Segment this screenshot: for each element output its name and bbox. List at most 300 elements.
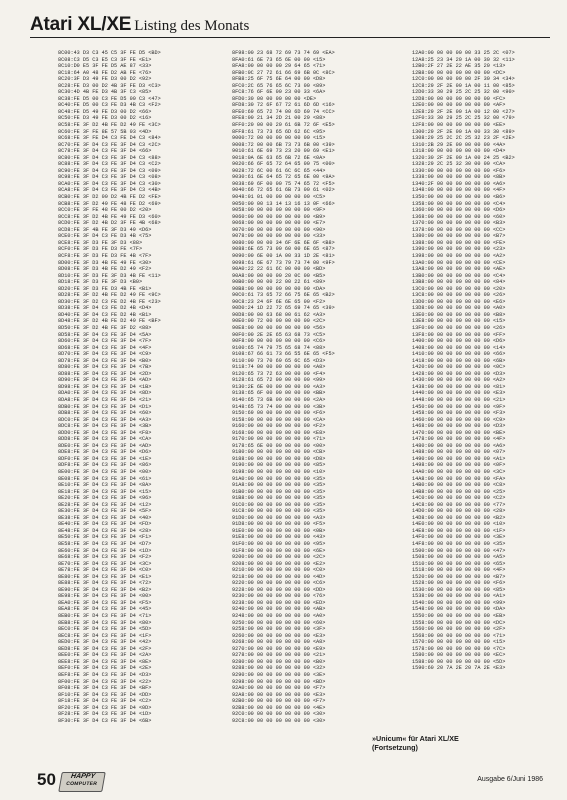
listing-line: 14A0:00 00 00 00 00 00 00 <3C> (412, 469, 506, 475)
listing-line: 8C88:FE 3F D4 C3 FE 3F D4 C3 <C2> (58, 161, 161, 168)
listing-line: 9290:00 00 00 00 00 00 00 <3E> (232, 671, 326, 678)
listing-line: 9198:00 00 00 00 00 00 00 <10> (232, 469, 326, 475)
listing-line: 1480:00 00 00 00 00 00 00 <A6> (412, 442, 506, 449)
listing-line: 1558:00 00 00 00 00 00 00 <DC> (412, 619, 506, 626)
listing-line: 8D08:FE 3F D3 4B FE D2 49 <F2> (58, 266, 152, 273)
listing-line: 9028:72 6C 00 61 6C 6C 65 <44> (232, 167, 326, 174)
listing-line: 9038:69 6F 00 00 75 74 65 72 <F5> (232, 180, 335, 187)
listing-line: 12E8:29 2F 2E 00 1A 00 12 00 <27> (412, 108, 515, 115)
listing-line: 8C38:FE D5 00 C3 FE D5 00 C3 <47> (58, 95, 161, 102)
listing-line: 8EA0:FE 3F D4 C3 FE 3F D4 <F5> (58, 599, 152, 606)
listing-line: 8C70:FE 3F D4 C3 FE 3F D4 C3 <2C> (58, 141, 161, 148)
listing-line: 8F20:FE 3F D4 C3 FE 3F D4 <0D> (58, 704, 152, 711)
listing-line: 12F0:33 30 29 25 2C 25 32 00 <79> (412, 115, 515, 122)
listing-line: 9080:00 00 00 34 6F 6E 6E 6F <B8> (232, 239, 335, 246)
listing-line: 8EB8:FE 3F D4 C3 FE 3F D4 <80> (58, 619, 152, 626)
listing-line: 8DB8:FE 3F D4 C3 FE 3F D4 <60> (58, 410, 152, 417)
listing-line: 8DB0:FE 3F D4 C3 FE 3F D4 <D1> (58, 403, 152, 410)
listing-line: 8F18:FE 3F D4 C3 FE 3F D4 <C2> (58, 698, 152, 705)
listing-line: 8DA8:FE 3F D4 C3 FE 3F D4 <21> (58, 396, 152, 403)
listing-line: 1590:60 20 7A 2E 20 7A 2E <E3> (412, 665, 506, 672)
listing-line: 9158:00 00 00 00 00 00 00 <CA> (232, 416, 326, 423)
listing-line: 8D20:FE 3F D3 FE D3 4B FE <B1> (58, 285, 152, 292)
listing-line: 1378:00 00 00 00 00 00 00 <CC> (412, 226, 506, 233)
listing-line: 1580:00 00 00 00 00 00 00 <EC> (412, 652, 506, 659)
listing-line: 92A0:00 00 00 00 00 00 00 <F7> (232, 685, 326, 692)
listing-line: 9108:67 66 61 73 66 55 6E 65 <F5> (232, 351, 335, 358)
listing-line: 8F10:FE 3F D4 C3 FE 3F D4 <DD> (58, 691, 152, 698)
listing-line: 8E50:FE 3F D4 C3 FE 3F D4 <F1> (58, 534, 152, 541)
listing-line: 8D80:FE 3F D4 C3 FE 3F D4 <7B> (58, 364, 152, 371)
listing-line: 91D0:00 00 00 00 00 00 00 <A3> (232, 514, 326, 521)
listing-line: 8C90:FE 3F D4 C3 FE 3F D4 C3 <09> (58, 167, 161, 174)
listing-line: 8D40:FE 3F D4 C3 FE D2 4B <B1> (58, 311, 152, 318)
listing-line: 9250:00 00 00 00 00 00 00 <60> (232, 619, 326, 626)
listing-line: 8EF0:FE 3F D4 C3 FE 3F D4 <2E> (58, 665, 152, 672)
listing-line: 8D98:FE 3F D4 C3 FE 3F D4 <1B> (58, 383, 152, 390)
listing-line: 9230:00 00 00 00 00 00 00 <76> (232, 593, 326, 600)
listing-line: 8DF0:FE 3F D4 C3 FE 3F D4 <1E> (58, 455, 152, 462)
listing-line: 1498:00 00 00 00 00 00 00 <0F> (412, 462, 506, 469)
listing-line: 14E8:00 00 00 00 00 00 00 <1F> (412, 527, 506, 534)
listing-line: 8EE8:FE 3F D4 C3 FE 3F D4 <8E> (58, 658, 152, 665)
listing-line: 8FA8:00 00 00 00 29 64 65 <71> (232, 63, 326, 70)
page-footer (0, 762, 567, 800)
listing-line: 14D0:00 00 00 00 00 00 00 <28> (412, 508, 506, 515)
listing-line: 12C0:00 00 00 00 00 2F 30 34 <34> (412, 76, 515, 83)
listing-line: 9280:00 00 00 00 00 00 00 <B0> (232, 658, 326, 665)
listing-line: 91F8:00 00 00 00 00 00 00 <6E> (232, 547, 326, 554)
listing-line: 14C8:00 00 00 00 00 00 00 <77> (412, 501, 506, 508)
listing-line: 9228:00 00 00 00 00 00 00 <DD> (232, 586, 326, 593)
listing-line: 9260:00 00 00 00 00 00 00 <E3> (232, 632, 326, 639)
listing-line: 1390:00 00 00 00 00 00 00 <23> (412, 246, 506, 253)
listing-line: 8E78:FE 3F D4 C3 FE 3F D4 <C0> (58, 567, 152, 574)
listing-line: 1500:00 00 00 00 00 00 00 <47> (412, 547, 506, 554)
listing-line: 90E0:00 72 00 00 00 00 00 <2C> (232, 318, 326, 325)
listing-line: 9208:00 00 00 00 00 00 00 <E2> (232, 560, 326, 567)
listing-line: 90B8:00 00 00 00 00 00 00 <DA> (232, 285, 326, 292)
listing-line: 9118:74 00 00 00 00 00 00 <A8> (232, 364, 326, 371)
listing-line: 9010:61 6E 69 73 23 20 00 69 <E1> (232, 148, 335, 155)
listing-line: 9018:0A 6E 63 65 6B 72 6E <0A> (232, 154, 326, 161)
listing-line: 13A0:00 00 00 00 00 00 00 <CE> (412, 259, 506, 266)
listing-line: 9138:65 6F 00 00 00 00 00 <BB> (232, 390, 326, 397)
listing-line: 8E98:FE 3F D4 C3 FE 3F D4 <00> (58, 593, 152, 600)
listing-line: 8E10:FE 3F D4 C3 FE 3F D4 <8A> (58, 482, 152, 489)
listing-line: 8C30:4D 4B FE D3 4B 3F C3 <85> (58, 89, 152, 96)
listing-line: 91F0:00 00 00 00 00 00 00 <95> (232, 541, 326, 548)
listing-line: 8F98:00 23 68 72 69 73 74 69 <EA> (232, 50, 335, 56)
listing-line: 8D58:FE 3F D4 C3 FE 3F D4 <5A> (58, 331, 152, 338)
listing-line: 1420:00 00 00 00 00 00 00 <0C> (412, 364, 506, 371)
listing-line: 8E88:FE 3F D4 C3 FE 3F D4 <72> (58, 580, 152, 587)
listing-line: 8FB0:0C 27 72 61 66 69 6B 0C <8C> (232, 69, 335, 76)
listing-line: 8DC8:FE 3F D4 C3 FE 3F D4 <3B> (58, 423, 152, 430)
listing-line: 9078:00 00 00 00 00 00 00 <33> (232, 233, 326, 240)
listing-line: 1578:00 00 00 00 00 00 00 <7C> (412, 645, 506, 652)
listing-line: 8DA0:FE 3F D4 C3 FE 3F D4 <8D> (58, 390, 152, 397)
listing-line: 8CC8:FE 3F D2 4B FE 49 FE D3 <60> (58, 213, 161, 220)
listing-line: 1460:00 00 00 00 00 00 00 <C9> (412, 416, 506, 423)
issue-date: Ausgabe 6/Juni 1986 (477, 776, 543, 783)
listing-line: 8FA0:61 6E 73 65 6E 00 00 <15> (232, 56, 326, 63)
listing-line: 9088:6E 65 73 00 60 00 6E 65 <87> (232, 246, 335, 253)
listing-line: 9218:00 00 00 00 00 00 00 <4D> (232, 573, 326, 580)
listing-line: 9070:00 00 00 00 00 00 00 <90> (232, 226, 326, 233)
listing-line: 91E8:00 00 00 00 00 00 00 <43> (232, 534, 326, 541)
listing-line: 1320:30 2F 2E 00 1A 00 24 25 <B2> (412, 154, 515, 161)
listing-line: 8E30:FE 3F D4 C3 FE 3F D4 <5F> (58, 508, 152, 515)
listing-line: 8F28:FE 3F D4 C3 FE 3F D4 <1D> (58, 711, 152, 718)
listing-line: 9020:66 6F 65 72 64 65 00 75 <00> (232, 161, 335, 168)
listing-line: 8EC0:FE 3F D4 C3 FE 3F D4 <5D> (58, 626, 152, 633)
listing-line: 1428:00 00 00 00 00 00 00 <D3> (412, 370, 506, 377)
listing-line: 8D88:FE 3F D4 C3 FE 3F D4 <2D> (58, 370, 152, 377)
listing-line: 8DD0:FE 3F D4 C3 FE 3F D4 <F8> (58, 429, 152, 436)
page-header (30, 14, 550, 38)
listing-line: 8FE8:00 21 34 2D 21 00 29 <88> (232, 115, 326, 122)
listing-line: 91C0:00 00 00 00 00 00 00 <35> (232, 501, 326, 508)
listing-line: 1490:00 00 00 00 00 00 00 <A1> (412, 455, 506, 462)
listing-line: 1450:00 00 00 00 00 00 00 <9F> (412, 403, 506, 410)
listing-line: 8CD0:FE 3F D2 4B D2 3F FE 4B <68> (58, 220, 161, 227)
listing-line: 13D8:00 00 00 00 00 00 00 <A0> (412, 305, 506, 312)
listing-line: 9128:61 65 72 00 00 00 00 <99> (232, 377, 326, 384)
listing-line: 92B8:00 00 00 00 00 00 00 <4E> (232, 704, 326, 711)
listing-column-1 (58, 50, 218, 750)
listing-line: 8D70:FE 3F D4 C3 FE 3F D4 <C9> (58, 351, 152, 358)
listing-line: 13D0:00 00 00 00 00 00 00 <E6> (412, 298, 506, 305)
listing-line: 1368:00 00 00 00 00 00 00 <60> (412, 213, 506, 220)
listing-line: 1588:00 00 00 00 00 00 00 <5D> (412, 658, 506, 665)
listing-line: 8FC0:2C 65 76 65 6C 73 00 <89> (232, 82, 326, 89)
listing-line: 8D00:FE 3F D3 4B FE 49 FE <30> (58, 259, 152, 266)
listing-line: 1510:00 00 00 00 00 00 00 <65> (412, 560, 506, 567)
listing-line: 13C8:00 00 00 00 00 00 00 <26> (412, 292, 506, 299)
listing-line: 9238:00 00 00 00 00 00 00 <ED> (232, 599, 326, 606)
listing-line: 1528:00 00 00 00 00 00 00 <F6> (412, 580, 506, 587)
listing-line: 8C20:3F D3 49 FE D3 00 D2 <92> (58, 76, 152, 83)
listing-line: 9008:72 00 00 6B 73 73 6B 00 <39> (232, 141, 335, 148)
listing-line: 8CD8:FE 3F 4B FE 3F D3 49 <D6> (58, 226, 152, 233)
listing-line: 8EB0:FE 3F D4 C3 FE 3F D4 <71> (58, 613, 152, 620)
listing-line: 9068:00 00 00 00 00 00 00 <E7> (232, 220, 326, 227)
listing-line: 1330:00 00 00 00 00 00 00 <F6> (412, 167, 506, 174)
listing-line: 8E60:FE 3F D4 C3 FE 3F D4 <1D> (58, 547, 152, 554)
listing-line: 1398:00 00 00 00 00 00 00 <A2> (412, 252, 506, 259)
listing-line: 13A8:00 00 00 00 00 00 00 <AE> (412, 266, 506, 273)
listing-line: 1570:00 00 00 00 00 00 00 <15> (412, 639, 506, 646)
listing-line: 8D10:FE 3F D3 FE 3F D3 4B FE <11> (58, 272, 161, 279)
listing-line: 12B8:00 00 00 00 00 00 00 <DC> (412, 69, 506, 76)
listing-line: 1560:00 00 00 00 00 00 00 <2F> (412, 626, 506, 633)
caption-continuation: (Fortsetzung) (372, 743, 418, 752)
listing-line: 12B0:2F 27 2E 22 AE 35 20 <13> (412, 63, 506, 70)
listing-line: 9058:00 00 00 00 00 00 00 <9F> (232, 207, 326, 214)
listing-line: 1348:00 00 00 00 00 00 00 <4F> (412, 187, 506, 194)
listing-line: 9180:00 00 00 00 00 00 00 <CB> (232, 449, 326, 456)
listing-line: 92B0:00 00 00 00 00 00 00 <F7> (232, 698, 326, 705)
listing-line: 92C8:00 00 00 00 00 00 00 <30> (232, 717, 326, 724)
header-subtitle: Listing des Monats (134, 18, 250, 34)
listing-line: 8C98:FE 3F D4 C3 FE 3F D4 C3 <08> (58, 174, 161, 181)
listing-line: 9060:00 00 00 00 00 00 00 <B9> (232, 213, 326, 220)
listing-line: 1408:00 00 00 00 00 00 00 <14> (412, 344, 506, 351)
listing-line: 9188:00 00 00 00 00 00 00 <D8> (232, 455, 326, 462)
listing-line: 8D68:FE 3F D4 C3 FE 3F D4 <4F> (58, 344, 152, 351)
listing-line: 14F0:00 00 00 00 00 00 00 <3E> (412, 534, 506, 541)
listing-line: 14D8:00 00 00 00 00 00 00 <B2> (412, 514, 506, 521)
listing-line: 8E48:FE 3F D4 C3 FE 3F D4 <28> (58, 527, 152, 534)
listing-line: 8FE0:69 65 72 74 00 6D 69 74 <CC> (232, 108, 335, 115)
listing-line: 8EC8:FE 3F D4 C3 FE 3F D4 <1F> (58, 632, 152, 639)
listing-line: 92C0:00 00 00 00 00 00 00 <30> (232, 711, 326, 718)
listing-line: 9178:65 6E 00 00 00 00 00 <00> (232, 442, 326, 449)
listing-line: 8D18:FE 3F D3 FE 3F D3 <B0> (58, 279, 143, 286)
listing-line: 1440:00 00 00 00 00 00 00 <E3> (412, 390, 506, 397)
listing-line: 8CB8:FE 3F D2 49 FE 48 FE D2 <69> (58, 200, 161, 207)
listing-line: 8C78:FE 3F D4 C3 FE 3F D4 <66> (58, 148, 152, 155)
listing-line: 8CB0:FE 3F D2 00 D2 4B FE D2 <FE> (58, 194, 161, 201)
listing-line: 1530:00 00 00 00 00 00 00 <85> (412, 586, 506, 593)
listing-line: 1400:00 00 00 00 00 00 00 <D6> (412, 338, 506, 345)
listing-line: 1508:00 00 00 00 00 00 00 <A5> (412, 554, 506, 561)
listing-line: 1388:00 00 00 00 00 00 00 <FE> (412, 239, 506, 246)
listing-line: 8C28:FE D3 00 D2 4B 3F FE D3 <C3> (58, 82, 161, 89)
listing-line: 9150:69 00 00 00 00 00 00 <F6> (232, 410, 326, 417)
listing-line: 9168:00 00 00 00 00 00 00 <E8> (232, 429, 326, 436)
listing-line: 8C40:FE D5 00 C3 FE D3 4B C3 <F2> (58, 102, 161, 109)
listing-line: 8C08:C3 D5 C3 E5 C3 3F FE <E1> (58, 56, 152, 63)
listing-line: 8FF8:61 73 73 65 6D 62 6C <95> (232, 128, 326, 135)
listing-line: 1538:00 00 00 00 00 00 00 <A1> (412, 593, 506, 600)
listing-line: 13F0:00 00 00 00 00 00 00 <26> (412, 324, 506, 331)
caption-title: »Unicum« für Atari XL/XE (372, 734, 459, 743)
listing-line: 8F30:FE 3F D4 C3 FE 3F D4 <6B> (58, 717, 152, 724)
listing-line: 8C18:64 A0 48 FE D2 AB FE <76> (58, 69, 152, 76)
listing-line: 1448:00 00 00 00 00 00 00 <21> (412, 396, 506, 403)
listing-line: 12E0:00 00 00 00 00 00 00 <AF> (412, 102, 506, 109)
listing-line: 1310:2B 29 2E 00 00 00 00 <4A> (412, 141, 506, 148)
listing-line: 1358:00 00 00 00 00 00 00 <C4> (412, 200, 506, 207)
listing-line: 9240:00 00 00 00 00 00 00 <AB> (232, 606, 326, 613)
listing-line: 8FD8:30 72 6F 67 72 61 6D 6D <16> (232, 102, 335, 109)
listing-line: 8D60:FE 3F D4 C3 FE 3F D4 <7F> (58, 338, 152, 345)
listing-line: 9130:2E 6E 00 00 00 00 00 <A3> (232, 383, 326, 390)
listing-line: 8C68:FE 3F FE D4 C3 FE D4 C3 <84> (58, 135, 161, 142)
listing-line: 9000:72 00 00 00 00 00 00 <15> (232, 135, 326, 142)
listing-line: 8CE8:FE 3F D3 FE 3F D3 <88> (58, 239, 143, 246)
listing-line: 9278:00 00 00 00 00 00 00 <21> (232, 652, 326, 659)
listing-line: 8E80:FE 3F D4 C3 FE 3F D4 <E1> (58, 573, 152, 580)
listing-line: 1350:00 00 00 00 00 00 00 <B6> (412, 194, 506, 201)
listing-line: 1410:00 00 00 00 00 00 00 <66> (412, 351, 506, 358)
listing-line: 90A0:22 22 61 6C 00 00 00 <BD> (232, 266, 326, 273)
listing-line: 8C58:FE 3F D2 4B FE D2 49 FE <3C> (58, 122, 161, 129)
listing-line: 90F0:00 2E 2E 65 63 68 73 <C5> (232, 331, 326, 338)
listing-line: 90D0:24 1D 22 72 65 69 74 65 <39> (232, 305, 335, 312)
listing-line: 1328:29 2C 25 32 30 00 00 <CA> (412, 161, 506, 168)
listing-line: 1418:00 00 00 00 00 00 00 <6B> (412, 357, 506, 364)
header-title: Atari XL/XE (30, 14, 132, 35)
listing-line: 1430:00 00 00 00 00 00 00 <A2> (412, 377, 506, 384)
listing-line: 91C8:00 00 00 00 00 00 00 <35> (232, 508, 326, 515)
listing-line: 8E38:FE 3F D4 C3 FE 3F D4 <40> (58, 514, 152, 521)
listing-line: 8F00:FE 3F D4 C3 FE 3F D4 <22> (58, 678, 152, 685)
listing-line: 9258:00 00 00 00 00 00 00 <3F> (232, 626, 326, 633)
listing-line: 90E8:00 00 00 00 00 00 00 <56> (232, 324, 326, 331)
listing-line: 9248:00 00 00 00 00 00 00 <A0> (232, 613, 326, 620)
listing-line: 8E00:FE 3F D4 C3 FE 3F D4 <00> (58, 469, 152, 475)
listing-line: 9298:00 00 00 00 00 00 00 <BD> (232, 678, 326, 685)
listing-line: 90C0:61 73 65 72 66 75 6E 65 <B2> (232, 292, 335, 299)
listing-line: 1360:00 00 00 00 00 00 00 <D6> (412, 207, 506, 214)
listing-line: 8C60:FE 3F FE 8E 57 5B 03 <4D> (58, 128, 152, 135)
page-number: 50 (37, 770, 56, 789)
listing-line: 9148:65 73 74 00 00 00 00 <3B> (232, 403, 326, 410)
listing-line: 13B0:00 00 00 00 00 00 00 <C4> (412, 272, 506, 279)
listing-line: 8D50:FE 3F D2 4B FE 3F D2 <88> (58, 324, 152, 331)
listing-line: 9200:00 00 00 00 00 00 00 <2C> (232, 554, 326, 561)
listing-line: 8DD8:FE 3F D4 C3 FE 3F D4 <CA> (58, 436, 152, 443)
listing-line: 9048:01 01 00 00 00 00 00 <C5> (232, 194, 326, 201)
listing-line: 9210:00 00 00 00 00 00 00 <C0> (232, 567, 326, 574)
listing-line: 12D0:33 30 29 25 2C 25 32 00 <90> (412, 89, 515, 96)
listing-line: 14F8:00 00 00 00 00 00 00 <35> (412, 541, 506, 548)
listing-columns (58, 50, 558, 750)
listing-line: 1568:00 00 00 00 00 00 00 <71> (412, 632, 506, 639)
listing-line: 8DC0:FE 3F D4 C3 FE 3F D4 <A3> (58, 416, 152, 423)
listing-line: 13B8:00 00 00 00 00 00 00 <84> (412, 279, 506, 286)
listing-line: 8E40:FE 3F D4 C3 FE 3F D4 <FD> (58, 521, 152, 528)
listing-line: 8C00:43 D3 C3 45 C5 3F FE D5 <BD> (58, 50, 161, 56)
listing-line: 8FC8:76 6F 6E 00 23 00 33 <6A> (232, 89, 326, 96)
listing-line: 8FF0:20 00 00 20 61 6B 72 6F <E5> (232, 122, 335, 129)
listing-line: 90D8:00 00 63 68 00 61 62 <A3> (232, 311, 326, 318)
listing-line: 91E0:00 00 00 00 00 00 00 <0B> (232, 527, 326, 534)
listing-line: 90B0:00 00 00 22 00 22 61 <89> (232, 279, 326, 286)
listing-line: 9098:61 6E 67 73 79 73 74 00 <9F> (232, 259, 335, 266)
listing-line: 8C50:FE D3 49 FE D3 00 D2 <16> (58, 115, 152, 122)
listing-line: 1308:29 25 2C 2C 25 32 23 2F <2E> (412, 135, 515, 142)
listing-line: 91A0:00 00 00 00 00 00 00 <35> (232, 475, 326, 482)
listing-line: 91B0:00 00 00 00 00 00 00 <35> (232, 488, 326, 495)
listing-line: 1518:00 00 00 00 00 00 00 <4F> (412, 567, 506, 574)
listing-line: 8DE0:FE 3F D4 C3 FE 3F D4 <AD> (58, 442, 152, 449)
listing-line: 8E90:FE 3F D4 C3 FE 3F D4 <B2> (58, 586, 152, 593)
listing-line: 8FB8:25 6F 75 6E 64 00 00 <D8> (232, 76, 326, 83)
listing-line: 8D48:FE 3F D2 4B FE D2 49 FE <BF> (58, 318, 161, 325)
listing-line: 1318:00 00 00 00 00 00 00 <D4> (412, 148, 506, 155)
listing-line: 12C8:29 2F 2E 00 1A 00 11 00 <85> (412, 82, 515, 89)
listing-line: 13C0:00 00 00 00 00 00 00 <20> (412, 285, 506, 292)
listing-line: 1380:00 00 00 00 00 00 00 <B7> (412, 233, 506, 240)
listing-line: 8F08:FE 3F D4 C3 FE 3F D4 <BF> (58, 685, 152, 692)
listing-line: 14A8:00 00 00 00 00 00 00 <FA> (412, 475, 506, 482)
listing-line: 8D78:FE 3F D4 C3 FE 3F D4 <B0> (58, 357, 152, 364)
listing-line: 13E8:00 00 00 00 00 00 00 <15> (412, 318, 506, 325)
listing-line: 8EF8:FE 3F D4 C3 FE 3F D4 <D3> (58, 671, 152, 678)
listing-column-2 (232, 50, 392, 750)
listing-line: 8CE0:FE 3F D4 C3 FE D3 4B <75> (58, 233, 152, 240)
listing-line: 14B8:00 00 00 00 00 00 00 <25> (412, 488, 506, 495)
listing-line: 8E58:FE 3F D4 C3 FE 3F D4 <D7> (58, 541, 152, 548)
listing-line: 8E28:FE 3F D4 C3 FE 3F D4 <12> (58, 501, 152, 508)
listing-line: 8CF0:FE 3F D3 FE D3 FE <7F> (58, 246, 143, 253)
listing-line: 1540:00 00 00 00 00 00 00 <99> (412, 599, 506, 606)
listing-line: 90A8:00 00 00 00 20 0C 00 <B5> (232, 272, 326, 279)
happy-computer-logo (58, 772, 106, 792)
listing-line: 8ED0:FE 3F D4 C3 FE 3F D4 <42> (58, 639, 152, 646)
listing-line: 1338:00 00 00 00 00 00 00 <8B> (412, 174, 506, 181)
listing-line: 90F8:00 00 00 00 00 00 00 <C6> (232, 338, 326, 345)
listing-line: 13F8:00 00 00 00 00 00 00 <FF> (412, 331, 506, 338)
listing-line: 91A8:00 00 00 00 00 00 00 <35> (232, 482, 326, 489)
listing-column-3 (412, 50, 562, 733)
listing-line: 1438:00 00 00 00 00 00 00 <81> (412, 383, 506, 390)
listing-line: 90C8:23 24 6F 6E 6E 65 00 <F2> (232, 298, 326, 305)
listing-line: 9050:00 00 13 14 13 16 13 0F <66> (232, 200, 335, 207)
listing-line: 12A8:25 23 34 20 1A 00 30 32 <11> (412, 56, 515, 63)
listing-line: 91D8:00 00 00 00 00 00 00 <F5> (232, 521, 326, 528)
listing-line: 8DF8:FE 3F D4 C3 FE 3F D4 <86> (58, 462, 152, 469)
listing-line: 8E18:FE 3F D4 C3 FE 3F D4 <15> (58, 488, 152, 495)
listing-line: 1468:00 00 00 00 00 00 00 <D3> (412, 423, 506, 430)
listing-line: 1550:00 00 00 00 00 00 00 <EB> (412, 613, 506, 620)
listing-line: 8CA8:FE 3F D4 C3 FE 3F D4 C3 <4B> (58, 187, 161, 194)
listing-line: 8DE8:FE 3F D4 C3 FE 3F D4 <D6> (58, 449, 152, 456)
listing-line: 1520:00 00 00 00 00 00 00 <B7> (412, 573, 506, 580)
listing-line: 1488:00 00 00 00 00 00 00 <07> (412, 449, 506, 456)
listing-line: 8ED8:FE 3F D4 C3 FE 3F D4 <2F> (58, 645, 152, 652)
listing-line: 8E08:FE 3F D4 C3 FE 3F D4 <61> (58, 475, 152, 482)
listing-line: 9288:00 00 00 00 00 00 00 <32> (232, 665, 326, 672)
listing-line: 1300:29 2F 2E 00 1A 00 33 30 <89> (412, 128, 515, 135)
listing-line: 9090:00 6E 00 1A 00 33 1D 2E <81> (232, 252, 335, 259)
header-rule (30, 37, 550, 38)
listing-line: 9120:65 73 72 63 00 00 00 <F4> (232, 370, 326, 377)
listing-line: 8CC0:FE 3F FE 48 FE 00 D2 <20> (58, 207, 152, 214)
listing-line: 8C80:FE 3F D4 C3 FE 3F D4 C3 <88> (58, 154, 161, 161)
listing-line: 1470:00 00 00 00 00 00 00 <BE> (412, 429, 506, 436)
listing-line: 8C10:D0 E5 3F FE D5 AE 87 <33> (58, 63, 152, 70)
logo-line-1: HAPPY (70, 773, 96, 780)
listing-line: 1548:00 00 00 00 00 00 00 <DA> (412, 606, 506, 613)
listing-line: 9030:61 6E 64 65 72 65 6E 00 <9A> (232, 174, 335, 181)
listing-line: 1458:00 00 00 00 00 00 00 <F3> (412, 410, 506, 417)
listing-line: 1340:2F 00 00 00 00 00 00 <A6> (412, 180, 506, 187)
listing-line: 8FD0:30 00 00 00 00 00 <DE> (232, 95, 317, 102)
listing-line: 8E70:FE 3F D4 C3 FE 3F D4 <3C> (58, 560, 152, 567)
listing-line: 9270:00 00 00 00 00 00 00 <E9> (232, 645, 326, 652)
listing-line: 13E0:00 00 00 00 00 00 00 <B8> (412, 311, 506, 318)
listing-line: 8EA8:FE 3F D4 C3 FE 3F D4 <45> (58, 606, 152, 613)
listing-line: 12D8:00 00 00 00 00 00 00 <FC> (412, 95, 506, 102)
listing-line: 92A8:00 00 00 00 00 00 00 <E3> (232, 691, 326, 698)
listing-line: 9190:00 00 00 00 00 00 00 <85> (232, 462, 326, 469)
listing-line: 12F8:00 00 00 00 00 00 00 <EE> (412, 122, 506, 129)
listing-line: 8C48:FE D5 49 FE D3 00 D2 <66> (58, 108, 152, 115)
listing-line: 8D90:FE 3F D4 C3 FE 3F D4 <AD> (58, 377, 152, 384)
listing-line: 9268:00 00 00 00 00 00 00 <A8> (232, 639, 326, 646)
listing-line: 91B8:00 00 00 00 00 00 00 <35> (232, 495, 326, 502)
listing-line: 14E0:00 00 00 00 00 00 00 <10> (412, 521, 506, 528)
listing-line: 9100:65 74 79 75 65 68 74 <88> (232, 344, 326, 351)
listing-line: 14B0:00 00 00 00 00 00 00 <C8> (412, 482, 506, 489)
logo-line-2: COMPUTER (65, 781, 98, 787)
listing-line: 9170:00 00 00 00 00 00 00 <71> (232, 436, 326, 443)
